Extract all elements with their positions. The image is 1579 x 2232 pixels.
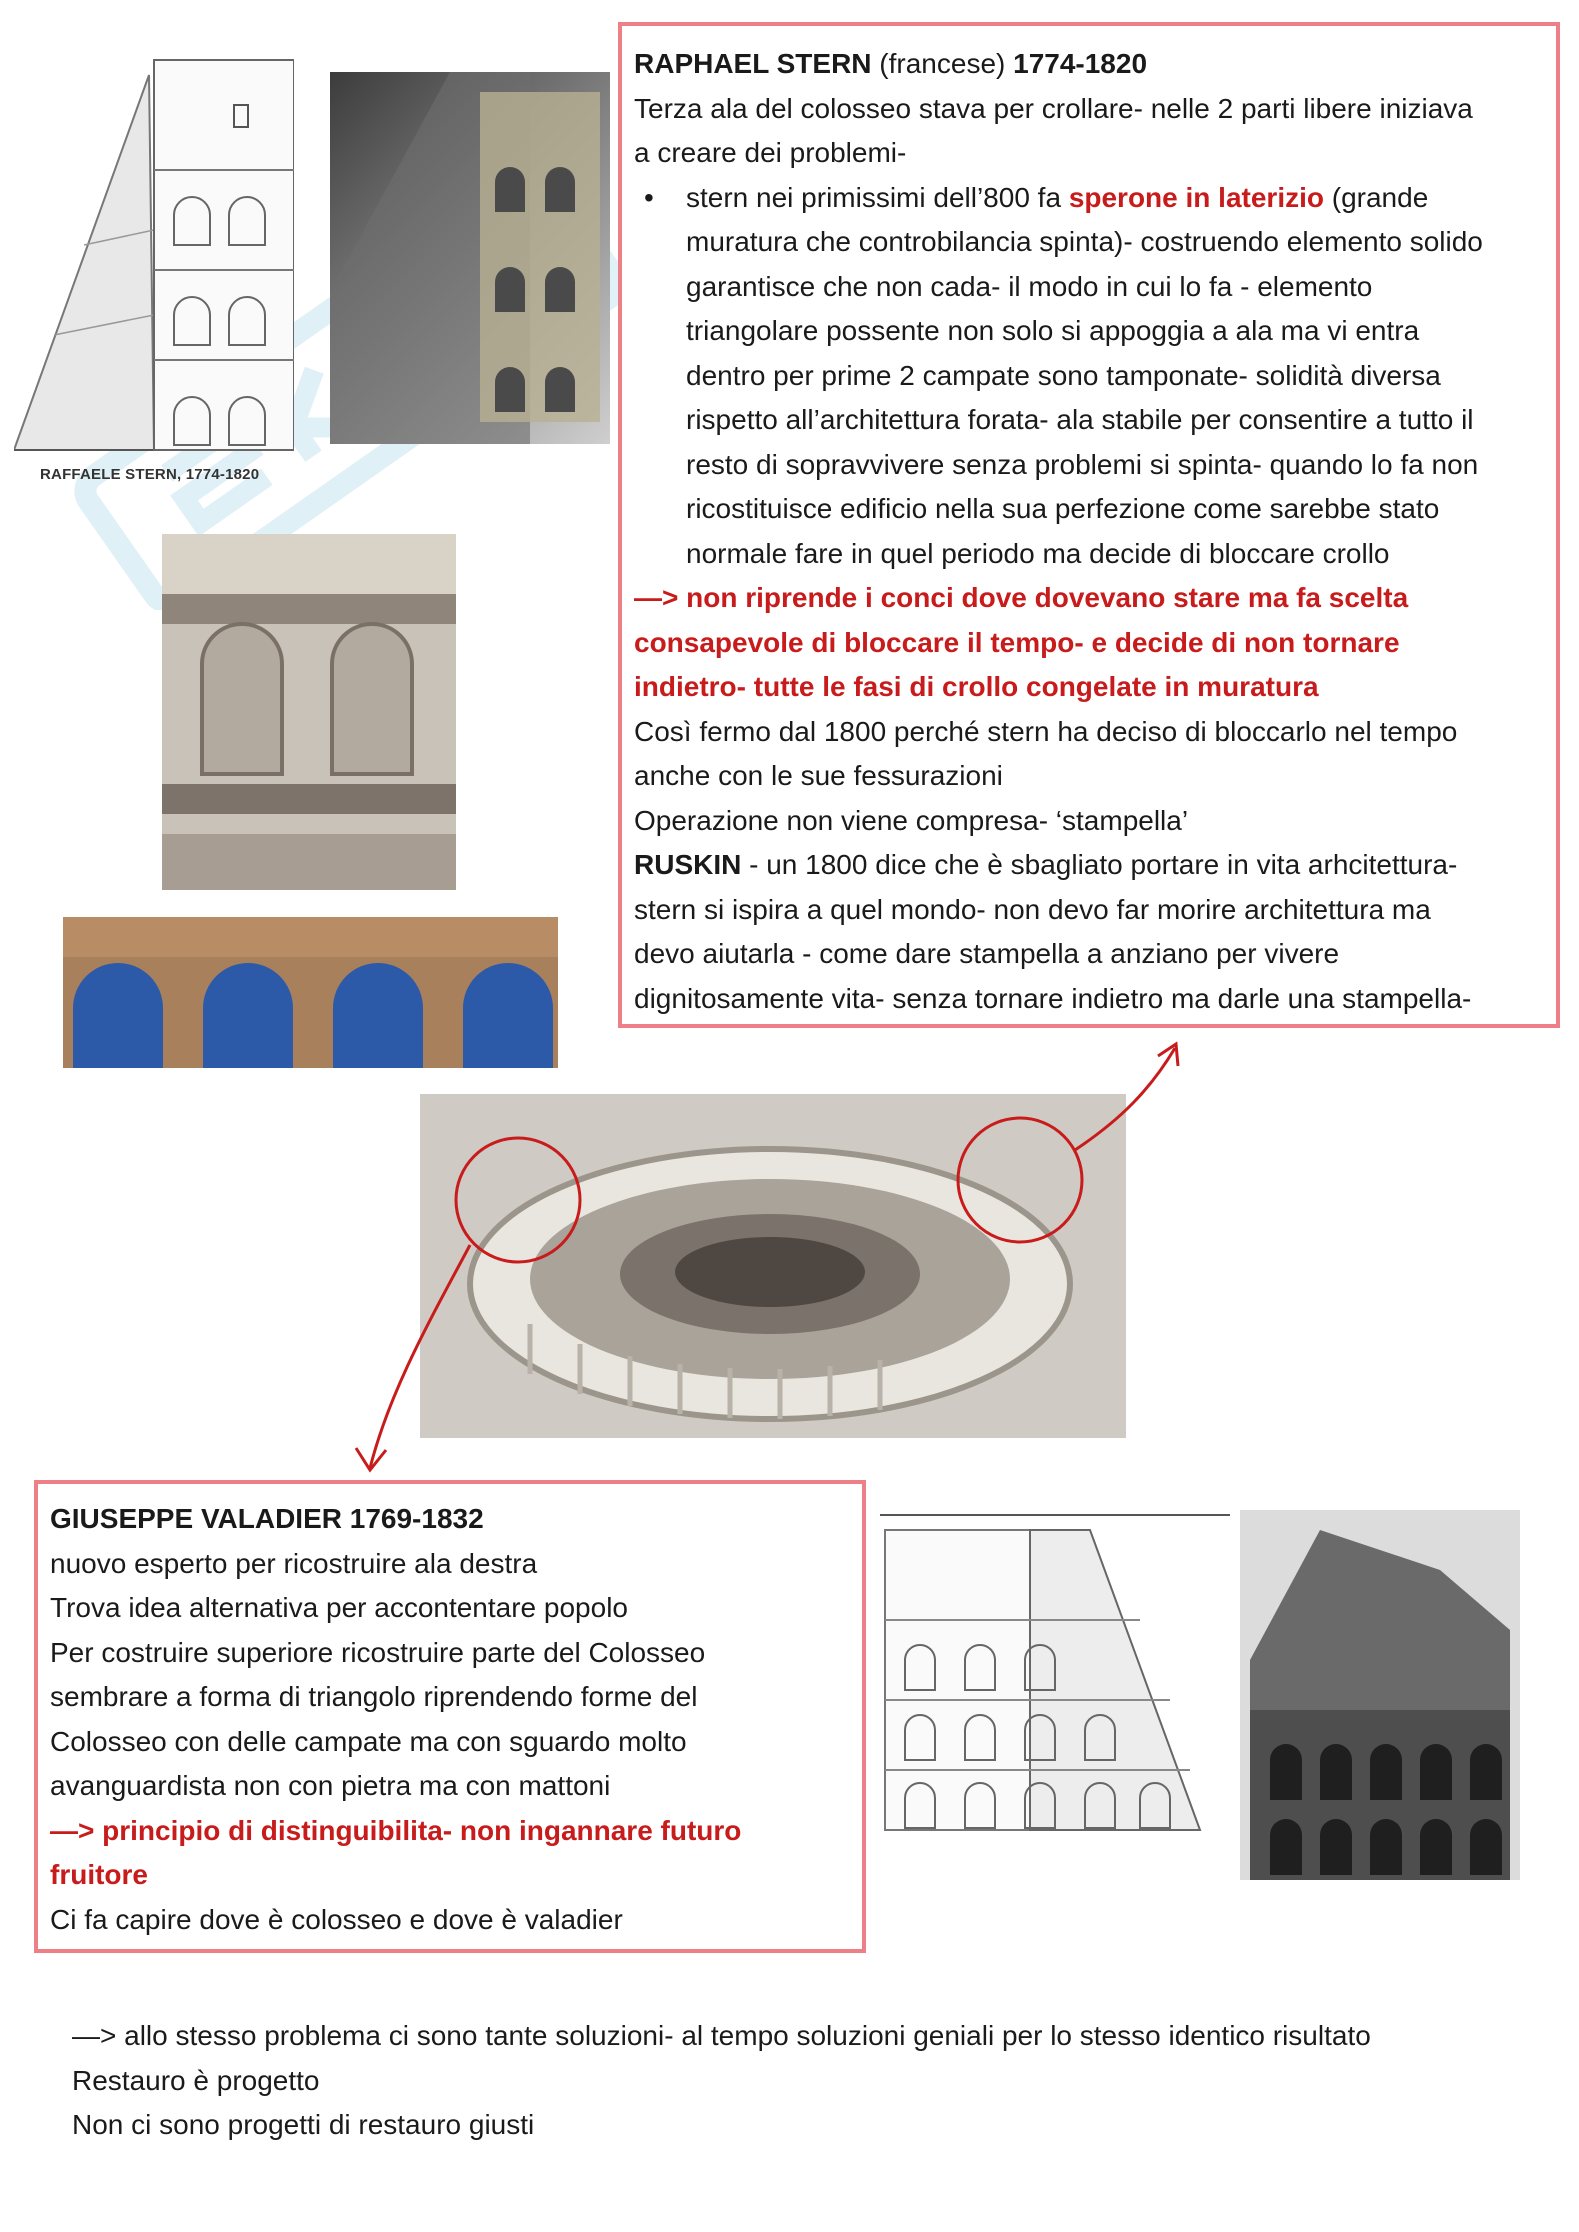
- ruskin-line-2: stern si ispira a quel mondo- non devo far morire architettura ma: [634, 893, 1431, 925]
- stern-nationality: (francese): [871, 48, 1014, 79]
- stern-intro-line-2: a creare dei problemi-: [634, 137, 907, 168]
- valadier-line-3: Per costruire superiore ricostruire parte del Colosseo: [50, 1636, 706, 1668]
- stern-years: 1774-1820: [1013, 48, 1148, 79]
- ruskin-name: RUSKIN: [634, 849, 742, 880]
- stern-name: RAPHAEL STERN: [634, 48, 872, 79]
- valadier-heading: GIUSEPPE VALADIER 1769-1832: [50, 1503, 484, 1534]
- bullet-line-7: resto di sopravvivere senza problemi si spinta- quando lo fa non: [686, 448, 1479, 480]
- bullet-glyph: •: [644, 181, 654, 213]
- bullet-line-4: triangolare possente non solo si appoggia a ala ma vi entra: [686, 315, 1420, 346]
- valadier-line-2: Trova idea alternativa per accontentare popolo: [50, 1592, 628, 1623]
- sperone-highlight: sperone in laterizio: [1068, 181, 1324, 213]
- stern-para-line-3: Operazione non viene compresa- ‘stampella’: [634, 804, 1189, 836]
- ruskin-line-4: dignitosamente vita- senza tornare indietro ma darle una stampella-: [634, 982, 1472, 1014]
- stern-red-line-1: —> non riprende i conci dove dovevano stare ma fa scelta: [634, 582, 1409, 613]
- stern-para-line-1: Così fermo dal 1800 perché stern ha deciso di bloccarlo nel tempo: [634, 715, 1458, 747]
- ruskin-line-1: RUSKIN - un 1800 dice che è sbagliato portare in vita arhcitettura-: [634, 849, 1458, 880]
- bullet-line-9: normale fare in quel periodo ma decide di bloccare crollo: [686, 537, 1390, 569]
- valadier-notes-text: [50, 1497, 860, 1942]
- bullet-line-8: ricostituisce edificio nella sua perfezione come sarebbe stato: [686, 493, 1440, 524]
- arrow-to-stern: [1075, 1048, 1175, 1150]
- valadier-line-7: Ci fa capire dove è colosseo e dove è valadier: [50, 1903, 623, 1935]
- bullet-line-1: stern nei primissimi dell’800 fa sperone in laterizio (grande: [686, 181, 1429, 213]
- bullet-line-5: dentro per prime 2 campate sono tamponate- solidità diversa: [686, 359, 1441, 391]
- right-wing-circle: [958, 1118, 1082, 1242]
- elevation-caption: RAFFAELE STERN, 1774-1820: [40, 466, 260, 483]
- valadier-red-line-2: fruitore: [50, 1859, 148, 1890]
- valadier-line-5: Colosseo con delle campate ma con sguardo molto: [50, 1725, 687, 1757]
- conclusion-line-2: Restauro è progetto: [72, 2064, 320, 2096]
- arrow-to-valadier: [370, 1245, 470, 1468]
- conclusion-line-3: Non ci sono progetti di restauro giusti: [72, 2109, 535, 2140]
- valadier-elevation-drawing: [880, 1510, 1230, 1834]
- bullet-line-6: rispetto all’architettura forata- ala stabile per consentire a tutto il: [686, 404, 1474, 435]
- stern-para-line-2: anche con le sue fessurazioni: [634, 760, 1003, 791]
- conclusion-text: [72, 2014, 1552, 2148]
- valadier-line-6: avanguardista non con pietra ma con mattoni: [50, 1770, 611, 1801]
- conclusion-line-1: —> allo stesso problema ci sono tante soluzioni- al tempo soluzioni geniali per lo stesso identico risultato: [72, 2020, 1371, 2051]
- bullet-line-3: garantisce che non cada- il modo in cui lo fa - elemento: [686, 270, 1373, 302]
- valadier-line-4: sembrare a forma di triangolo riprendendo forme del: [50, 1681, 698, 1712]
- valadier-line-1: nuovo esperto per ricostruire ala destra: [50, 1547, 538, 1579]
- valadier-wing-photo: [1240, 1510, 1520, 1880]
- stern-red-line-3: indietro- tutte le fasi di crollo congelate in muratura: [634, 671, 1319, 702]
- left-wing-circle: [456, 1138, 580, 1262]
- valadier-red-line-1: —> principio di distinguibilita- non ingannare futuro: [50, 1814, 742, 1846]
- bullet-line-2: muratura che controbilancia spinta)- costruendo elemento solido: [686, 226, 1483, 257]
- stern-intro-line-1: Terza ala del colosseo stava per crollare- nelle 2 parti libere iniziava: [634, 92, 1473, 124]
- ruskin-line-3: devo aiutarla - come dare stampella a anziano per vivere: [634, 938, 1340, 969]
- stern-red-line-2: consapevole di bloccare il tempo- e decide di non tornare: [634, 626, 1400, 658]
